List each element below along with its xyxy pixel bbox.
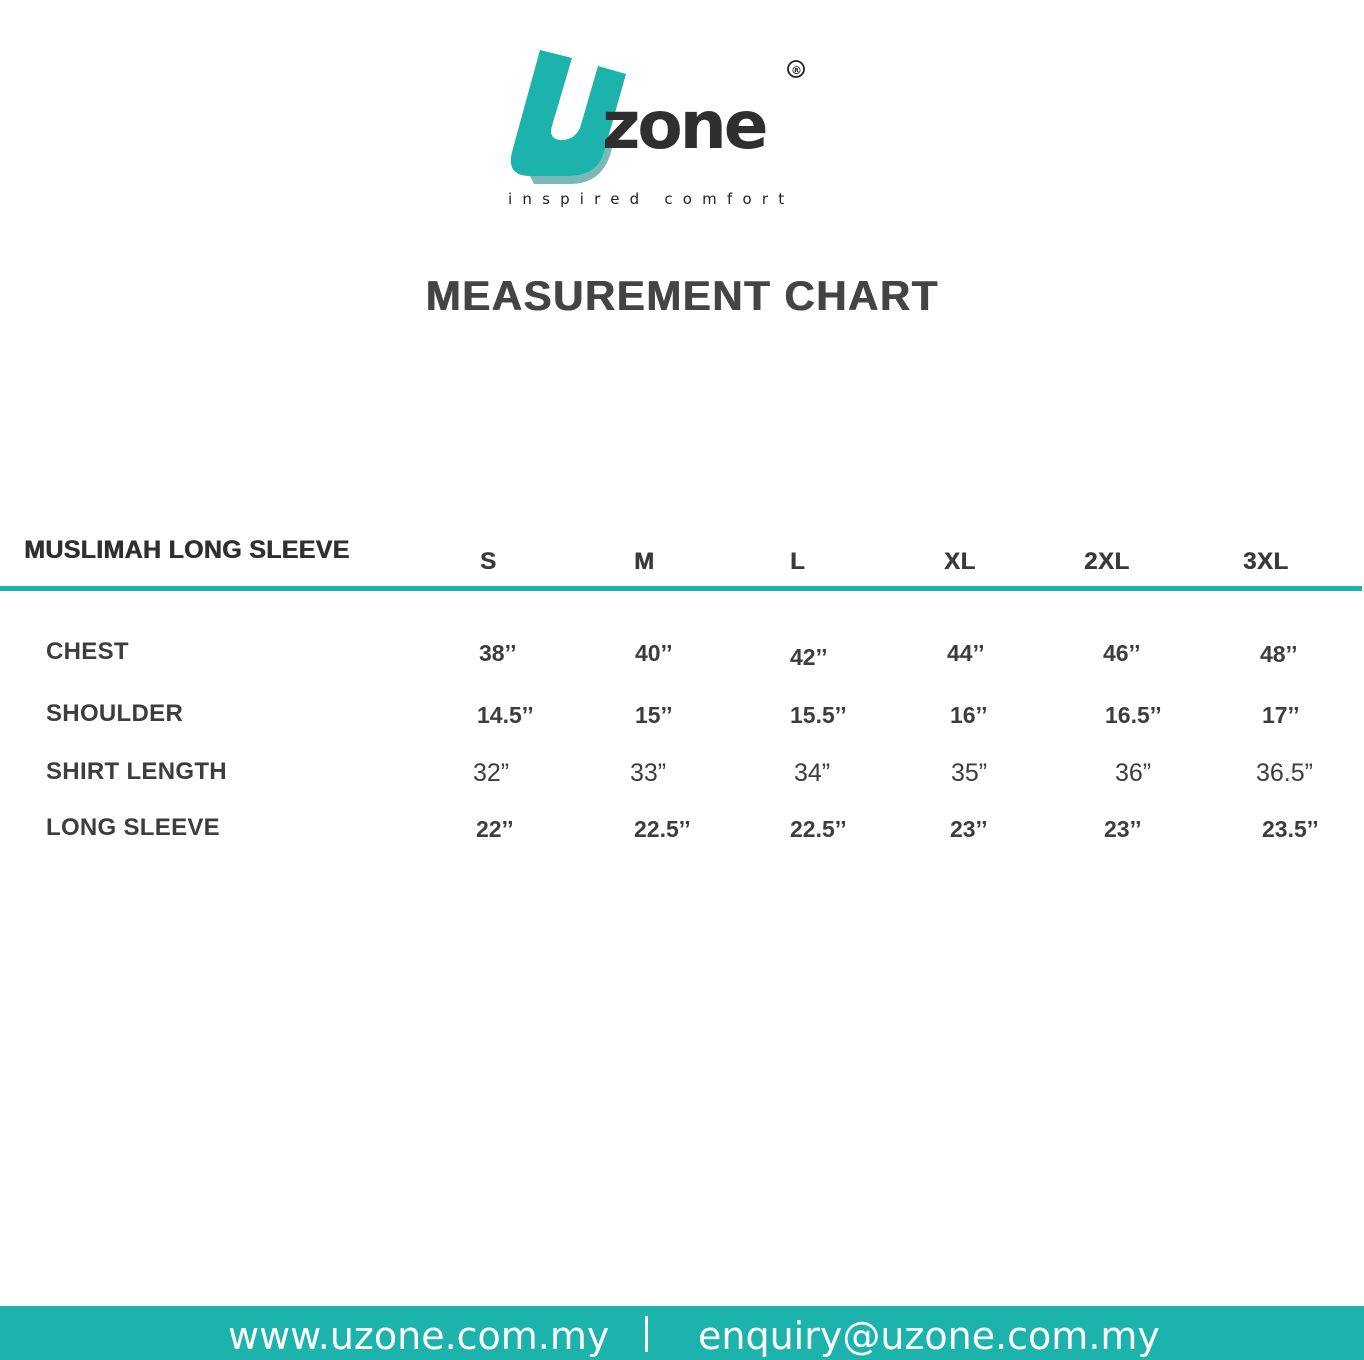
table-cell: 44’’: [947, 640, 985, 666]
table-cell: 46’’: [1103, 640, 1141, 666]
size-header-3xl: 3XL: [1243, 548, 1289, 575]
table-cell: 48’’: [1260, 641, 1298, 667]
row-label-shirt-length: SHIRT LENGTH: [46, 758, 227, 785]
table-cell: 38’’: [479, 640, 517, 666]
table-cell: 33”: [630, 759, 667, 787]
brand-tagline: inspired comfort: [508, 190, 795, 208]
header-divider: [0, 586, 1362, 591]
table-cell: 15.5’’: [790, 702, 847, 728]
table-cell: 23’’: [1104, 816, 1142, 842]
table-cell: 17’’: [1262, 702, 1300, 728]
table-cell: 34”: [794, 759, 831, 787]
row-label-shoulder: SHOULDER: [46, 700, 184, 727]
table-cell: 23’’: [950, 816, 988, 842]
table-cell: 42’’: [790, 644, 828, 670]
footer-separator: [645, 1316, 648, 1352]
product-name: MUSLIMAH LONG SLEEVE: [24, 536, 350, 564]
table-cell: 22.5’’: [790, 816, 847, 842]
table-cell: 14.5’’: [477, 702, 534, 728]
size-header-s: S: [480, 548, 497, 575]
table-cell: 36.5”: [1256, 759, 1313, 787]
table-cell: 22’’: [476, 816, 514, 842]
website-link[interactable]: www.uzone.com.my: [228, 1314, 610, 1358]
row-label-chest: CHEST: [46, 638, 129, 665]
table-cell: 15’’: [635, 702, 673, 728]
size-header-xl: XL: [944, 548, 976, 575]
table-cell: 22.5’’: [634, 816, 691, 842]
registered-mark: ®: [791, 64, 802, 77]
table-cell: 23.5’’: [1262, 816, 1319, 842]
table-cell: 16.5’’: [1105, 702, 1162, 728]
table-cell: 36”: [1115, 759, 1152, 787]
brand-wordmark: zone: [602, 87, 766, 164]
size-header-2xl: 2XL: [1084, 548, 1130, 575]
u-logo-mark: [500, 44, 830, 194]
size-header-m: M: [634, 548, 655, 575]
table-cell: 32”: [473, 759, 510, 787]
table-cell: 16’’: [950, 702, 988, 728]
row-label-long-sleeve: LONG SLEEVE: [46, 814, 220, 841]
table-cell: 35”: [951, 759, 988, 787]
email-link[interactable]: enquiry@uzone.com.my: [698, 1314, 1160, 1358]
size-header-l: L: [790, 548, 806, 575]
page-title: MEASUREMENT CHART: [425, 272, 939, 319]
table-cell: 40’’: [635, 640, 673, 666]
footer-bar: [0, 1306, 1364, 1360]
